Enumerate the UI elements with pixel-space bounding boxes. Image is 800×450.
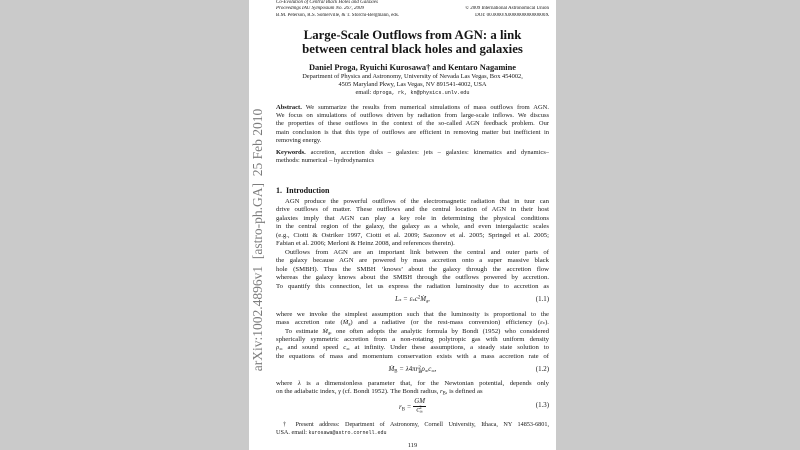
body-line: AGN produce the powerful outflows of the electromagnetic radiation that in tuur can — [285, 197, 549, 205]
subscript: a — [348, 322, 351, 328]
text-segment: (cf. Bondi 1952). The Bondi radius, — [340, 388, 441, 396]
body-line — [276, 344, 549, 352]
body-line — [276, 328, 549, 336]
math-symbol: Ṁ — [420, 296, 426, 303]
body-line: Fabian et al. 2006; Merloni & Heinz 2008, and references therein). — [276, 240, 455, 248]
subscript: B — [418, 370, 422, 375]
intro-paragraphs — [276, 198, 549, 292]
math-symbol: ρ — [276, 344, 280, 352]
text-segment: and sound speed — [282, 344, 344, 352]
equals-sign: = — [399, 366, 404, 373]
subscript: ∞ — [279, 348, 283, 353]
footnote — [276, 421, 549, 437]
math-symbol: c — [343, 344, 347, 352]
subscript: B — [401, 407, 405, 413]
math-symbol: r — [415, 366, 419, 373]
superscript: 2 — [417, 295, 421, 301]
subscript: * — [412, 299, 415, 305]
abstract-line: We focus on simulations of outflows driven by radiation from large-scale inflows. We discuss — [276, 112, 549, 120]
math-symbol: λ — [297, 379, 301, 387]
paper-page — [249, 0, 556, 450]
abstract-text: We summarize the results from numerical simulations of mass outflows from AGN. — [305, 103, 549, 111]
subscript: * — [542, 322, 546, 328]
title-line: between central black holes and galaxies — [302, 42, 523, 56]
email-label: email: — [355, 89, 374, 96]
equation-number: (1.1) — [535, 296, 549, 303]
body-line: Outflows from AGN are an important link between the central and outer parts of — [285, 248, 549, 256]
numerator: GM — [414, 398, 425, 405]
footnote-line: † Present address: Department of Astronomy, Cornell University, Ithaca, NY 14853-6801, — [283, 421, 549, 428]
header-editors: B.M. Peterson, R.S. Somerville, & T. Storchi-Bergmann, eds. — [276, 12, 400, 18]
math-symbol: c — [416, 405, 420, 413]
abstract — [276, 104, 549, 145]
header-doi: DOI: 00.0000/X000000000000000X — [475, 12, 549, 18]
equation-number: (1.3) — [535, 402, 549, 409]
equation-number: (1.2) — [535, 366, 549, 373]
math-symbol: Ṁ — [388, 366, 395, 373]
equation-1 — [276, 295, 549, 305]
body-line — [276, 388, 549, 396]
email-address: dproga, rk, kn@physics.unlv.edu — [373, 90, 470, 96]
email-line — [276, 89, 549, 97]
paragraph-bondi-radius — [276, 380, 549, 397]
body-line: where we invoke the simplest assumption such that the luminosity is proportional to the — [276, 310, 549, 318]
paper-title — [276, 29, 549, 56]
text-segment: on the adiabatic index, — [276, 388, 339, 396]
math-symbol: λ — [405, 366, 409, 373]
math-symbol: r — [440, 388, 443, 396]
page-number — [276, 442, 549, 449]
math-symbol: L — [395, 296, 399, 303]
body-line: whereas the galaxy knows about the SMBH through the outflows powered by accretion. — [276, 274, 549, 282]
subscript: ∞ — [424, 369, 429, 375]
abstract-line: main conclusion is that this type of outflows are efficient in removing matter but inefficient in — [276, 128, 549, 136]
text-segment: To estimate — [285, 327, 323, 335]
text-column — [276, 0, 549, 450]
abstract-line: the properties of these outflows in the context of the so-called AGN feedback problem. Our — [276, 120, 549, 128]
text-segment: USA. email: — [276, 429, 309, 436]
math-symbol: ε — [409, 296, 413, 303]
section-heading — [276, 186, 549, 195]
author-list: Daniel Proga, Ryuichi Kurosawa† and Kentaro Nagamine — [309, 62, 516, 72]
subscript: * — [398, 299, 402, 305]
section-number: 1. — [276, 185, 282, 195]
abstract-line — [276, 104, 549, 112]
keywords-line — [276, 149, 549, 157]
equation-2 — [276, 365, 549, 375]
keywords — [276, 149, 549, 166]
keywords-label: Keywords. — [276, 148, 306, 156]
header-conference-title: Co-Evolution of Central Black Holes and Galaxies — [276, 0, 378, 5]
page-number-text: 119 — [407, 442, 418, 449]
sup-sub-stack — [419, 407, 422, 416]
math-symbol: Ṁ — [322, 327, 328, 335]
body-line: in the central region of the galaxy, the galaxy as a whole, and even intergalactic scales — [276, 223, 549, 231]
body-line: spherically symmetric accretion from a non-rotating polytropic gas with uniform density — [276, 336, 549, 344]
math-symbol: γ — [338, 388, 341, 396]
math-symbol: c — [414, 296, 418, 303]
text-segment: is a dimensionless parameter that, for the Newtonian potential, depends only — [300, 379, 549, 387]
equation-3 — [276, 399, 549, 413]
subscript: a — [426, 299, 429, 305]
subscript: ∞ — [346, 348, 350, 353]
abstract-label: Abstract. — [276, 103, 302, 111]
text-segment: , is defined as — [445, 388, 483, 396]
header-proceedings: Proceedings IAU Symposium No. 267, 2009 — [276, 6, 364, 12]
text-segment: , one often adopts the analytic formula by Bondi (1952) who considered — [330, 327, 549, 335]
body-line: (e.g., Ciotti & Ostriker 1997, Ciotti et al. 2009; Sazonov et al. 2005; Springel et al. 2005; — [276, 231, 549, 239]
affiliation-line: Department of Physics and Astronomy, University of Nevada Las Vegas, Box 454002, — [302, 73, 523, 80]
body-line: the galaxy because AGN are powered by mass accretion onto a super massive black — [276, 257, 549, 265]
math-symbol: ρ — [421, 366, 425, 373]
superscript: 2 — [419, 405, 422, 411]
section-title: Introduction — [286, 185, 330, 195]
affiliation — [276, 73, 549, 97]
math-symbol: Ṁ — [342, 319, 349, 327]
affiliation-line: 4505 Maryland Pkwy, Las Vegas, NV 891541-4002, USA — [338, 81, 487, 88]
footnote-email: kurosawa@astro.cornell.edu — [308, 430, 387, 436]
text-segment: ) and a radiative (or the rest-mass conversion) efficiency ( — [350, 319, 541, 327]
math-symbol: c — [428, 366, 432, 373]
body-line — [276, 319, 549, 327]
equals-sign: = — [407, 403, 412, 411]
footnote-line — [276, 429, 549, 437]
header-copyright: © 2009 International Astronomical Union — [465, 6, 549, 12]
text-segment: ). — [545, 319, 549, 327]
body-line: hole (SMBH). Thus the SMBH ‘knows’ about the galaxy through the accretion flow — [276, 265, 549, 273]
keywords-text: accretion, accretion disks – galaxies: jets – galaxies: kinematics and dynamics– — [310, 148, 549, 156]
title-line: Large-Scale Outflows from AGN: a link — [303, 29, 522, 42]
math-constant: 4π — [408, 366, 416, 373]
math-punctuation: , — [428, 296, 430, 303]
body-line: To quantify this connection, let us express the radiation luminosity due to accretion as — [276, 282, 549, 290]
subscript: B — [442, 391, 446, 397]
running-header-right — [276, 6, 549, 19]
subscript: ∞ — [419, 409, 423, 415]
body-line — [276, 380, 549, 388]
subscript: ∞ — [431, 369, 435, 375]
body-line: drive outflows of matter. These outflows and the central location of AGN in their host — [276, 206, 549, 214]
arxiv-stamp: arXiv:1002.4896v1 [astro-ph.GA] 25 Feb 2010 — [250, 108, 265, 372]
superscript: 2 — [418, 365, 421, 371]
body-line: the equations of mass and momentum conservation exists with a mass accretion rate of — [276, 352, 549, 360]
equals-sign: = — [403, 296, 408, 303]
abstract-line: removing energy. — [276, 136, 322, 144]
math-punctuation: , — [434, 366, 437, 373]
subscript: a — [327, 331, 331, 337]
text-segment: at infinity. Under these assumptions, a steady state solution to — [349, 344, 549, 352]
keywords-line: methods: numerical – hydrodynamics — [276, 157, 375, 165]
text-segment: where — [276, 379, 298, 387]
authors — [276, 63, 549, 72]
paragraph-bondi — [276, 311, 549, 361]
math-symbol: ε — [540, 319, 543, 327]
text-segment: mass accretion rate ( — [276, 319, 343, 327]
fraction — [413, 399, 426, 415]
math-symbol: r — [399, 403, 402, 411]
subscript: B — [394, 369, 398, 375]
body-line: galaxies imply that AGN can play a key role in determining the physical conditions — [276, 214, 549, 222]
